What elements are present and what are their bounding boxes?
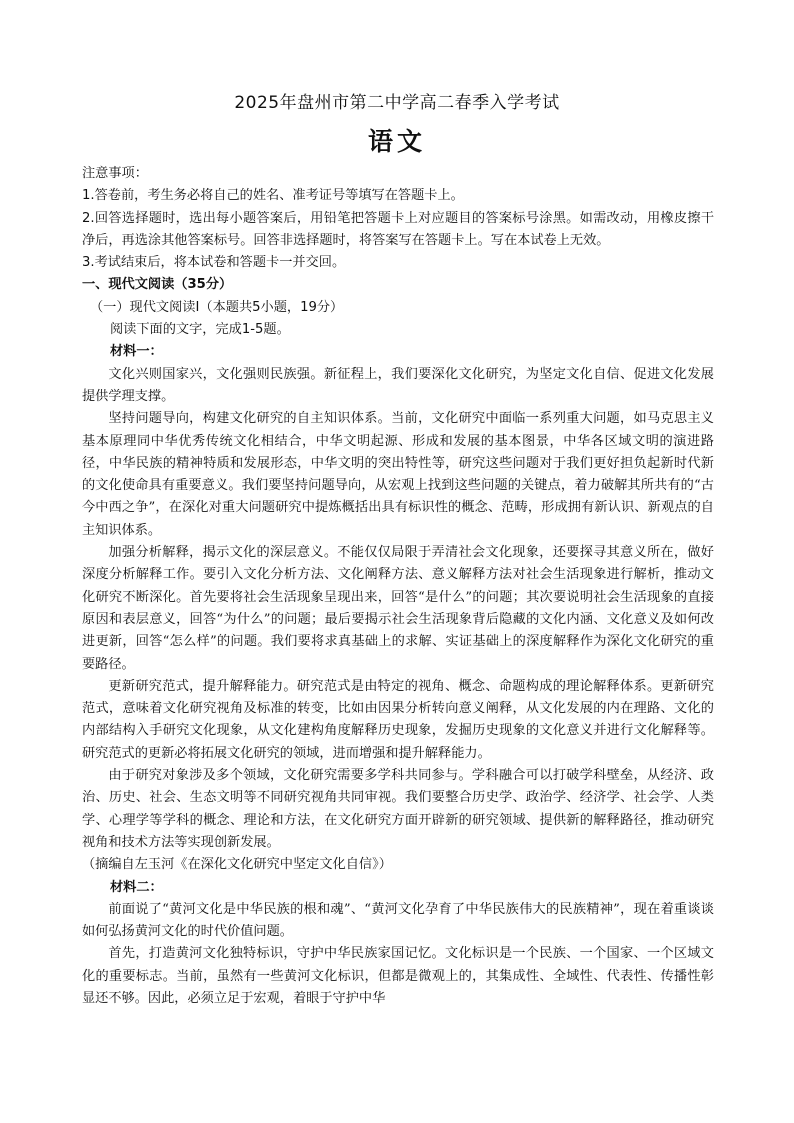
- material-two-paragraph: 首先，打造黄河文化独特标识，守护中华民族家国记忆。文化标识是一个民族、一个国家、一个区域文化的重要标志。当前，虽然有一些黄河文化标识，但都是微观上的，其集成性、全域性、代表性、传播性彰显还不够。因此，必须立足于宏观，着眼于守护中华: [82, 946, 714, 1006]
- notice-item-2: 2.回答选择题时，选出每小题答案后，用铅笔把答题卡上对应题目的答案标号涂黑。如需改动，用橡皮擦干净后，再选涂其他答案标号。回答非选择题时，将答案写在答题卡上。写在本试卷上无效。: [82, 210, 714, 248]
- exam-body: [82, 163, 714, 1010]
- material-one-paragraph: 更新研究范式，提升解释能力。研究范式是由特定的视角、概念、命题构成的理论解释体系。更新研究范式，意味着文化研究视角及标准的转变，比如由因果分析转向意义阐释，从文化发展的内在理路、文化的内部结构入手研究文化现象，从文化建构角度解释历史现象，发掘历史现象的文化意义并进行文化解释等。研究范式的更新必将拓展文化研究的领域，进而增强和提升解释能力。: [82, 678, 714, 761]
- section-heading: 一、现代文阅读（35分）: [82, 277, 233, 293]
- notice-item-1: 1.答卷前，考生务必将自己的姓名、准考证号等填写在答题卡上。: [82, 188, 464, 204]
- material-one-paragraph: 坚持问题导向，构建文化研究的自主知识体系。当前，文化研究中面临一系列重大问题，如马克思主义基本原理同中华优秀传统文化相结合，中华文明起源、形成和发展的基本图景，中华各区域文明的演进路径，中华民族的精神特质和发展形态，中华文明的突出特性等，研究这些问题对于我们更好担负起新时代新的文化使命具有重要意义。我们要坚持问题导向，从宏观上找到这些问题的关键点，着力破解其所共有的“古今中西之争”，在深化对重大问题研究中提炼概括出具有标识性的概念、范畴，形成拥有新认识、新观点的自主知识体系。: [82, 411, 714, 538]
- material-one-paragraph: 由于研究对象涉及多个领域，文化研究需要多学科共同参与。学科融合可以打破学科壁垒，从经济、政治、历史、社会、生态文明等不同研究视角共同审视。我们要整合历史学、政治学、经济学、社会学、人类学、心理学等学科的概念、理论和方法，在文化研究方面开辟新的研究领域、提供新的解释路径，推动研究视角和技术方法等实现创新发展。: [82, 768, 714, 850]
- material-one-source: （摘编自左玉河《在深化文化研究中坚定文化自信》）: [82, 857, 392, 873]
- sub-section-heading: （一）现代文阅读Ⅰ（本题共5小题，19分）: [90, 299, 344, 315]
- material-one-paragraph: 文化兴则国家兴，文化强则民族强。新征程上，我们要深化文化研究，为坚定文化自信、促进文化发展提供学理支撑。: [82, 366, 714, 404]
- material-two-label: 材料二：: [110, 879, 163, 895]
- notice-item-3: 3.考试结束后，将本试卷和答题卡一并交回。: [82, 255, 346, 271]
- material-one-label: 材料一：: [110, 344, 163, 360]
- material-one-paragraph: 加强分析解释，揭示文化的深层意义。不能仅仅局限于弄清社会文化现象，还要探寻其意义所在，做好深度分析解释工作。要引入文化分析方法、文化阐释方法、意义解释方法对社会生活现象进行解析，推动文化研究不断深化。首先要将社会生活现象呈现出来，回答“是什么”的问题；其次要说明社会生活现象的直接原因和表层意义，回答“为什么”的问题；最后要揭示社会生活现象背后隐藏的文化内涵、文化意义及如何改进更新，回答“怎么样”的问题。我们要将求真基础上的求解、实证基础上的深度解释作为深化文化研究的重要路径。: [82, 545, 714, 672]
- exam-title: 2025年盘州市第二中学高二春季入学考试: [234, 93, 560, 113]
- notice-heading: 注意事项：: [82, 166, 148, 181]
- material-two-paragraph: 前面说了“黄河文化是中华民族的根和魂”、“黄河文化孕育了中华民族伟大的民族精神”，现在着重谈谈如何弘扬黄河文化的时代价值问题。: [82, 901, 714, 940]
- reading-instruction: 阅读下面的文字，完成1-5题。: [110, 322, 290, 338]
- subject-title: 语文: [367, 127, 426, 156]
